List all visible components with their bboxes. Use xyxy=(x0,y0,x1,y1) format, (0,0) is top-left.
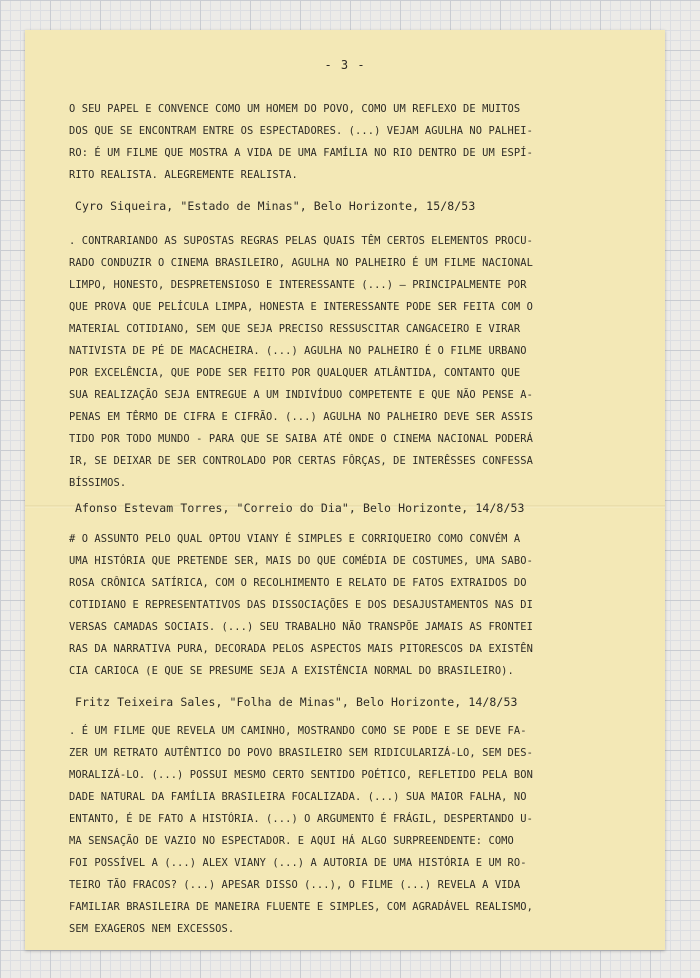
review-excerpt-3 xyxy=(69,528,635,682)
citation-fritz-teixeira-sales: Fritz Teixeira Sales, "Folha de Minas", Belo Horizonte, 14/8/53 xyxy=(75,695,518,709)
text-line: DOS QUE SE ENCONTRAM ENTRE OS ESPECTADORES. (...) VEJAM AGULHA NO PALHEI- xyxy=(69,125,533,137)
typewritten-page xyxy=(25,30,665,950)
text-line: POR EXCELÊNCIA, QUE PODE SER FEITO POR QUALQUER ATLÂNTIDA, CONTANTO QUE xyxy=(69,367,521,379)
text-line: ZER UM RETRATO AUTÊNTICO DO POVO BRASILEIRO SEM RIDICULARIZÁ-LO, SEM DES- xyxy=(69,747,533,759)
review-excerpt-2 xyxy=(69,230,635,494)
text-line: UMA HISTÓRIA QUE PRETENDE SER, MAIS DO QUE COMÉDIA DE COSTUMES, UMA SABO- xyxy=(69,555,533,567)
text-line: TIDO POR TODO MUNDO - PARA QUE SE SAIBA ATÉ ONDE O CINEMA NACIONAL PODERÁ xyxy=(69,433,533,445)
citation-afonso-estevam-torres: Afonso Estevam Torres, "Correio do Dia", Belo Horizonte, 14/8/53 xyxy=(75,501,525,515)
text-line: SEM EXAGEROS NEM EXCESSOS. xyxy=(69,923,235,935)
text-line: . CONTRARIANDO AS SUPOSTAS REGRAS PELAS QUAIS TÊM CERTOS ELEMENTOS PROCU- xyxy=(69,235,533,247)
text-line: TEIRO TÃO FRACOS? (...) APESAR DISSO (...), O FILME (...) REVELA A VIDA xyxy=(69,879,521,891)
text-line: SUA REALIZAÇÃO SEJA ENTREGUE A UM INDIVÍDUO COMPETENTE E QUE NÃO PENSE A- xyxy=(69,389,533,401)
page-number: - 3 - xyxy=(324,58,366,72)
text-line: COTIDIANO E REPRESENTATIVOS DAS DISSOCIAÇÕES E DOS DESAJUSTAMENTOS NAS DI xyxy=(69,599,533,611)
text-line: # O ASSUNTO PELO QUAL OPTOU VIANY É SIMPLES E CORRIQUEIRO COMO CONVÉM A xyxy=(69,533,521,545)
text-line: MORALIZÁ-LO. (...) POSSUI MESMO CERTO SENTIDO POÉTICO, REFLETIDO PELA BON xyxy=(69,769,533,781)
text-line: RO: É UM FILME QUE MOSTRA A VIDA DE UMA FAMÍLIA NO RIO DENTRO DE UM ESPÍ- xyxy=(69,147,533,159)
text-line: ROSA CRÔNICA SATÍRICA, COM O RECOLHIMENTO E RELATO DE FATOS EXTRAIDOS DO xyxy=(69,577,527,589)
text-line: RAS DA NARRATIVA PURA, DECORADA PELOS ASPECTOS MAIS PITORESCOS DA EXISTÊN xyxy=(69,643,533,655)
text-line: RITO REALISTA. ALEGREMENTE REALISTA. xyxy=(69,169,298,181)
text-line: DADE NATURAL DA FAMÍLIA BRASILEIRA FOCALIZADA. (...) SUA MAIOR FALHA, NO xyxy=(69,791,527,803)
text-line: FAMILIAR BRASILEIRA DE MANEIRA FLUENTE E SIMPLES, COM AGRADÁVEL REALISMO, xyxy=(69,901,533,913)
text-line: . É UM FILME QUE REVELA UM CAMINHO, MOSTRANDO COMO SE PODE E SE DEVE FA- xyxy=(69,725,527,737)
text-line: CIA CARIOCA (E QUE SE PRESUME SEJA A EXISTÊNCIA NORMAL DO BRASILEIRO). xyxy=(69,665,514,677)
text-line: O SEU PAPEL E CONVENCE COMO UM HOMEM DO POVO, COMO UM REFLEXO DE MUITOS xyxy=(69,103,521,115)
review-excerpt-1 xyxy=(69,98,635,186)
text-line: IR, SE DEIXAR DE SER CONTROLADO POR CERTAS FÔRÇAS, DE INTERÊSSES CONFESSA xyxy=(69,455,533,467)
text-line: ENTANTO, É DE FATO A HISTÓRIA. (...) O ARGUMENTO É FRÁGIL, DESPERTANDO U- xyxy=(69,813,533,825)
text-line: NATIVISTA DE PÉ DE MACACHEIRA. (...) AGULHA NO PALHEIRO É O FILME URBANO xyxy=(69,345,527,357)
citation-cyro-siqueira: Cyro Siqueira, "Estado de Minas", Belo Horizonte, 15/8/53 xyxy=(75,199,476,213)
text-line: LIMPO, HONESTO, DESPRETENSIOSO E INTERESSANTE (...) — PRINCIPALMENTE POR xyxy=(69,279,527,291)
text-line: RADO CONDUZIR O CINEMA BRASILEIRO, AGULHA NO PALHEIRO É UM FILME NACIONAL xyxy=(69,257,533,269)
text-line: VERSAS CAMADAS SOCIAIS. (...) SEU TRABALHO NÃO TRANSPÕE JAMAIS AS FRONTEI xyxy=(69,621,533,633)
text-line: MA SENSAÇÃO DE VAZIO NO ESPECTADOR. E AQUI HÁ ALGO SURPREENDENTE: COMO xyxy=(69,835,514,847)
text-line: BÍSSIMOS. xyxy=(69,477,127,489)
text-line: PENAS EM TÊRMO DE CIFRA E CIFRÃO. (...) AGULHA NO PALHEIRO DEVE SER ASSIS xyxy=(69,411,533,423)
review-excerpt-4 xyxy=(69,720,635,940)
text-line: MATERIAL COTIDIANO, SEM QUE SEJA PRECISO RESSUSCITAR CANGACEIRO E VIRAR xyxy=(69,323,521,335)
text-line: FOI POSSÍVEL A (...) ALEX VIANY (...) A AUTORIA DE UMA HISTÓRIA E UM RO- xyxy=(69,857,527,869)
text-line: QUE PROVA QUE PELÍCULA LIMPA, HONESTA E INTERESSANTE PODE SER FEITA COM O xyxy=(69,301,533,313)
